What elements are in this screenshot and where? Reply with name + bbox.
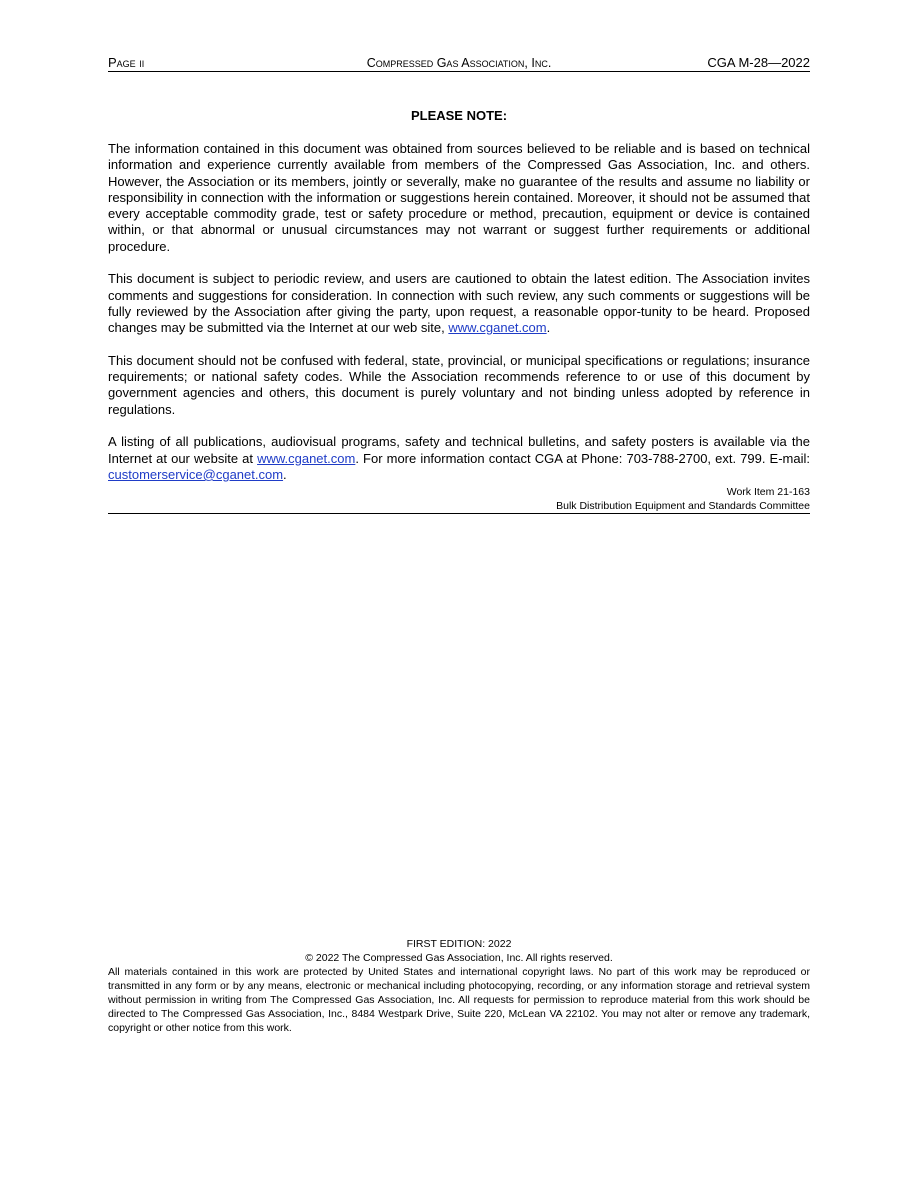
paragraph-publications-end: . [283,466,287,482]
website-link-2[interactable]: www.cganet.com [257,450,356,466]
document-id: CGA M-28—2022 [707,55,810,70]
copyright-legal-text: All materials contained in this work are protected by United States and international copyright laws. No part of this work may be reproduced or transmitted in any form or by any means, electronic or mechanical including photocopying, recording, or any information storage and retrieval system without permission in writing from The Compressed Gas Association, Inc. All requests for permission to reproduce material from this work should be directed to The Compressed Gas Association, Inc., 8484 Westpark Drive, Suite 220, McLean VA 22102. You may not alter or remove any trademark, copyright or other notice from this work. [108,966,810,1034]
note-body [108,141,810,500]
paragraph-publications-text: A listing of all publications, audiovisual programs, safety and technical bulletins, and safety posters is available via the Internet at our website at [108,434,810,466]
page-number-label: Page ii [108,55,145,70]
website-link[interactable]: www.cganet.com [448,320,547,336]
paragraph-disclaimer: The information contained in this document was obtained from sources believed to be reliable and is based on technical information and experience currently available from members of the Compressed Gas Association, Inc. and others. However, the Association or its members, jointly or severally, make no guarantee of the results and assume no liability or responsibility in connection with the information or suggestions herein contained. Moreover, it should not be assumed that every acceptable commodity grade, test or safety procedure or method, precaution, equipment or device is contained within, or that abnormal or unusual circumstances may not warrant or suggest further requirements or additional procedure. [108,141,810,254]
header-organization [108,55,810,71]
paragraph-review-end: . [546,320,551,336]
committee-name: Bulk Distribution Equipment and Standards Committee [108,499,810,514]
edition-label: FIRST EDITION: 2022 [406,938,512,950]
work-item-id: Work Item 21-163 [726,486,810,498]
paragraph-publications [108,434,810,483]
paragraph-publications-mid: . For more information contact CGA at Phone: 703-788-2700, ext. 799. E-mail: [355,450,810,466]
document-page [108,0,810,1188]
note-title: PLEASE NOTE: [410,108,508,123]
paragraph-regulations: This document should not be confused with federal, state, provincial, or municipal specifications or regulations; insurance requirements; or national safety codes. While the Association recommends reference to or use of this document by government agencies and others, this document is purely voluntary and not binding unless adopted by reference in regulations. [108,352,810,417]
email-link[interactable]: customerservice@cganet.com [108,466,284,482]
organization-name: Compressed Gas Association, Inc. [366,56,552,70]
work-item-block [108,485,810,514]
paragraph-review [108,271,810,336]
copyright-line: © 2022 The Compressed Gas Association, Inc. All rights reserved. [305,952,613,964]
page-header [108,55,810,72]
paragraph-review-text: This document is subject to periodic review, and users are cautioned to obtain the latest edition. The Association invites comments and suggestions for consideration. In connection with such review, any such comments or suggestions will be fully reviewed by the Association after giving the party, upon request, a reasonable oppor-tunity to be heard. Proposed changes may be submitted via the Internet at our web site, [108,271,810,336]
page-footer [108,937,810,1035]
